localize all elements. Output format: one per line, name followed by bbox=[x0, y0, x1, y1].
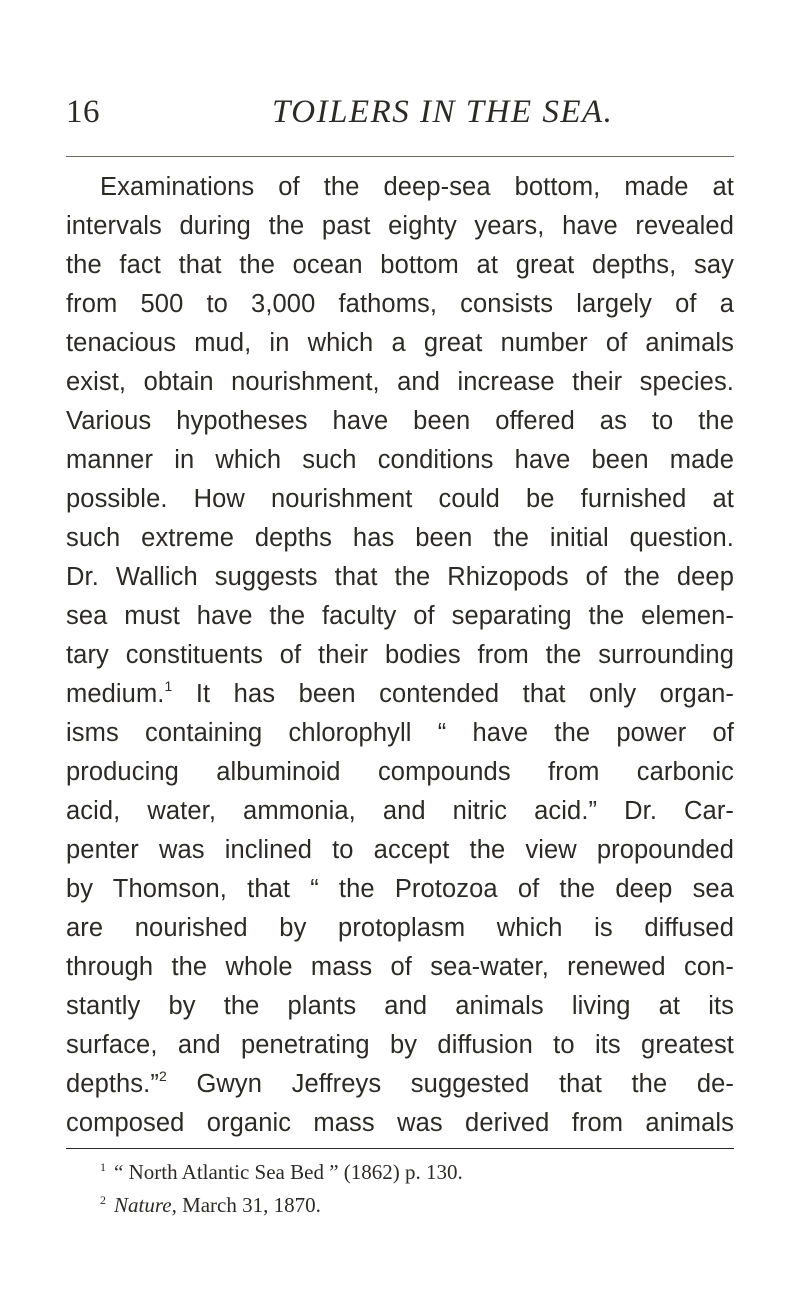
footnotes bbox=[100, 1157, 720, 1223]
body-line: acid, water, ammonia, and nitric acid.” Dr. Car- bbox=[66, 797, 734, 825]
body-line: possible. How nourishment could be furnished at bbox=[66, 485, 734, 513]
footnote-number: 1 bbox=[100, 1160, 106, 1174]
footnote-ref: 2 bbox=[158, 1068, 167, 1084]
body-line: such extreme depths has been the initial question. bbox=[66, 524, 734, 552]
body-line: are nourished by protoplasm which is diffused bbox=[66, 914, 734, 942]
body-line: isms containing chlorophyll “ have the power of bbox=[66, 719, 734, 747]
body-line: exist, obtain nourishment, and increase their species. bbox=[66, 368, 734, 396]
body-line: the fact that the ocean bottom at great depths, say bbox=[66, 251, 734, 279]
running-title: TOILERS IN THE SEA. bbox=[272, 94, 614, 130]
body-line: from 500 to 3,000 fathoms, consists largely of a bbox=[66, 290, 734, 318]
page-number: 16 bbox=[66, 94, 100, 130]
footnote-number: 2 bbox=[100, 1193, 106, 1207]
body-line-with-footnote-ref bbox=[66, 1065, 734, 1104]
body-line: producing albuminoid compounds from carbonic bbox=[66, 758, 734, 786]
body-line: manner in which such conditions have been made bbox=[66, 446, 734, 474]
body-line: surface, and penetrating by diffusion to its greatest bbox=[66, 1031, 734, 1059]
body-line: Various hypotheses have been offered as to the bbox=[66, 407, 734, 435]
body-line-with-footnote-ref bbox=[66, 675, 734, 714]
line-text: medium. bbox=[66, 680, 165, 708]
footnote-text: “ North Atlantic Sea Bed ” (1862) p. 130. bbox=[114, 1160, 463, 1184]
line-text: depths.” bbox=[66, 1070, 159, 1098]
footnote-text: , March 31, 1870. bbox=[171, 1193, 321, 1217]
body-line: Examinations of the deep-sea bottom, made at bbox=[100, 173, 734, 201]
header-rule bbox=[66, 156, 734, 157]
body-paragraph bbox=[66, 168, 734, 1143]
footnote bbox=[100, 1157, 720, 1190]
body-line: tary constituents of their bodies from the surrounding bbox=[66, 641, 734, 669]
body-line: by Thomson, that “ the Protozoa of the deep sea bbox=[66, 875, 734, 903]
footnote-rule bbox=[66, 1148, 734, 1149]
footnote bbox=[100, 1190, 720, 1223]
body-line: intervals during the past eighty years, have revealed bbox=[66, 212, 734, 240]
line-text: Gwyn Jeffreys suggested that the de- bbox=[196, 1070, 734, 1098]
body-line: Dr. Wallich suggests that the Rhizopods of the deep bbox=[66, 563, 734, 591]
body-line: sea must have the faculty of separating the elemen- bbox=[66, 602, 734, 630]
body-line: tenacious mud, in which a great number of animals bbox=[66, 329, 734, 357]
footnote-italic-title: Nature bbox=[114, 1193, 172, 1217]
body-line: penter was inclined to accept the view propounded bbox=[66, 836, 734, 864]
body-line: stantly by the plants and animals living at its bbox=[66, 992, 734, 1020]
body-line: through the whole mass of sea-water, renewed con- bbox=[66, 953, 734, 981]
footnote-ref: 1 bbox=[164, 678, 173, 694]
line-text: It has been contended that only organ- bbox=[195, 680, 734, 708]
body-line: composed organic mass was derived from animals bbox=[66, 1109, 734, 1137]
